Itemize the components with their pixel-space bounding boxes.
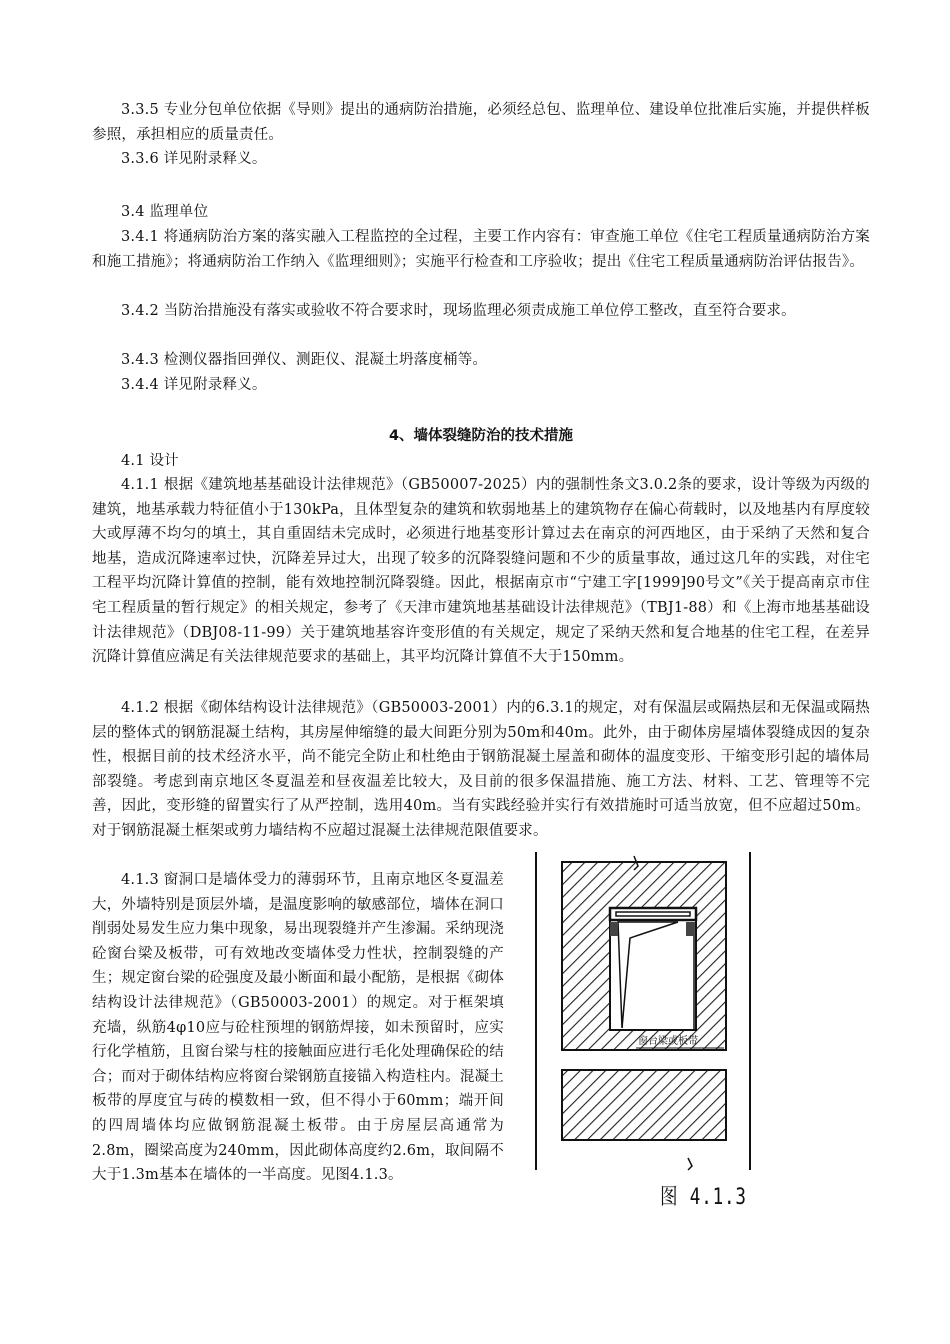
section-3-4-title: 3.4 监理单位 (121, 204, 209, 220)
paragraph-3-3-6: 3.3.6 详见附录释义。 (121, 151, 267, 167)
paragraph-3-4-1: 3.4.1 将通病防治方案的落实融入工程监控的全过程，主要工作内容有：审查施工单位《住宅工程质量通病防治方案和施工措施》；将通病防治工作纳入《监理细则》；实施平行检查和工序验收；提出《住宅工程质量通病防治评估报告》。 (92, 229, 870, 270)
window-sill-beam-drawing (518, 852, 768, 1172)
paragraph-3-4-3: 3.4.3 检测仪器指回弹仪、测距仪、混凝土坍落度桶等。 (121, 352, 488, 368)
paragraph-4-1-2: 4.1.2 根据《砌体结构设计法律规范》（GB50003-2001）内的6.3.1的规定，对有保温层或隔热层和无保温或隔热层的整体式的钢筋混凝土结构，其房屋伸缩缝的最大间距分别为50m和40m。此外，由于砌体房屋墙体裂缝成因的复杂性，根据目前的技术经济水平，尚不能完全防止和杜绝由于钢筋混凝土屋盖和砌体的温度变形、干缩变形引起的墙体局部裂缝。考虑到南京地区冬夏温差和昼夜温差比较大，及目前的很多保温措施、施工方法、材料、工艺、管理等不完善，因此，变形缝的留置实行了从严控制，选用40m。当有实践经验并实行有效措施时可适当放宽，但不应超过50m。对于钢筋混凝土框架或剪力墙结构不应超过混凝土法律规范限值要求。 (92, 700, 870, 839)
figure-label: 窗台梁或板带 (638, 1036, 698, 1047)
figure-caption: 图 4.1.3 (660, 1185, 747, 1210)
figure-4-1-3 (518, 852, 768, 1232)
chapter-4-title: 4、墙体裂缝防治的技术措施 (388, 428, 574, 444)
paragraph-4-1-1: 4.1.1 根据《建筑地基基础设计法律规范》（GB50007-2025）内的强制性条文3.0.2条的要求，设计等级为丙级的建筑，地基承载力特征值小于130kPa，且体型复杂的建筑和软弱地基上的建筑物存在偏心荷载时，以及地基内有厚度较大或厚薄不均匀的填土，其自重固结未完成时，必须进行地基变形计算过去在南京的河西地区，由于采纳了天然和复合地基，造成沉降速率过快，沉降差异过大，出现了较多的沉降裂缝问题和不少的质量事故，通过这几年的实践，对住宅工程平均沉降计算值的控制，能有效地控制沉降裂缝。因此，根据南京市“宁建工字[1999]90号文”《关于提高南京市住宅工程质量的暂行规定》的相关规定，参考了《天津市建筑地基基础设计法律规范》（TBJ1-88）和《上海市地基基础设计法律规范》（DBJ08-11-99）关于建筑地基容许变形值的有关规定，规定了采纳天然和复合地基的住宅工程，在差异沉降计算值应满足有关法律规范要求的基础上，其平均沉降计算值不大于150mm。 (92, 477, 870, 666)
paragraph-3-4-4: 3.4.4 详见附录释义。 (121, 377, 267, 393)
section-4-1-title: 4.1 设计 (121, 453, 179, 469)
paragraph-3-3-5: 3.3.5 专业分包单位依据《导则》提出的通病防治措施，必须经总包、监理单位、建设单位批准后实施，并提供样板参照，承担相应的质量责任。 (92, 102, 870, 143)
paragraph-3-4-2: 3.4.2 当防治措施没有落实或验收不符合要求时，现场监理必须责成施工单位停工整改，直至符合要求。 (121, 303, 796, 319)
paragraph-4-1-3: 4.1.3 窗洞口是墙体受力的薄弱环节，且南京地区冬夏温差大，外墙特别是顶层外墙，是温度影响的敏感部位，墙体在洞口削弱处易发生应力集中现象，易出现裂缝并产生渗漏。采纳现浇砼窗台梁及板带，可有效地改变墙体受力性状，控制裂缝的产生；规定窗台梁的砼强度及最小断面和最小配筋，是根据《砌体结构设计法律规范》（GB50003-2001）的规定。对于框架填充墙，纵筋4φ10应与砼柱预埋的钢筋焊接，如未预留时，应实行化学植筋，且窗台梁与柱的接触面应进行毛化处理确保砼的结合；而对于砌体结构应将窗台梁钢筋直接锚入构造柱内。混凝土板带的厚度宜与砖的模数相一致，但不得小于60mm；端开间的四周墙体均应做钢筋混凝土板带。由于房屋层高通常为2.8m，圈梁高度为240mm，因此砌体高度约2.6m，取间隔不大于1.3m基本在墙体的一半高度。见图4.1.3。 (92, 872, 504, 1184)
